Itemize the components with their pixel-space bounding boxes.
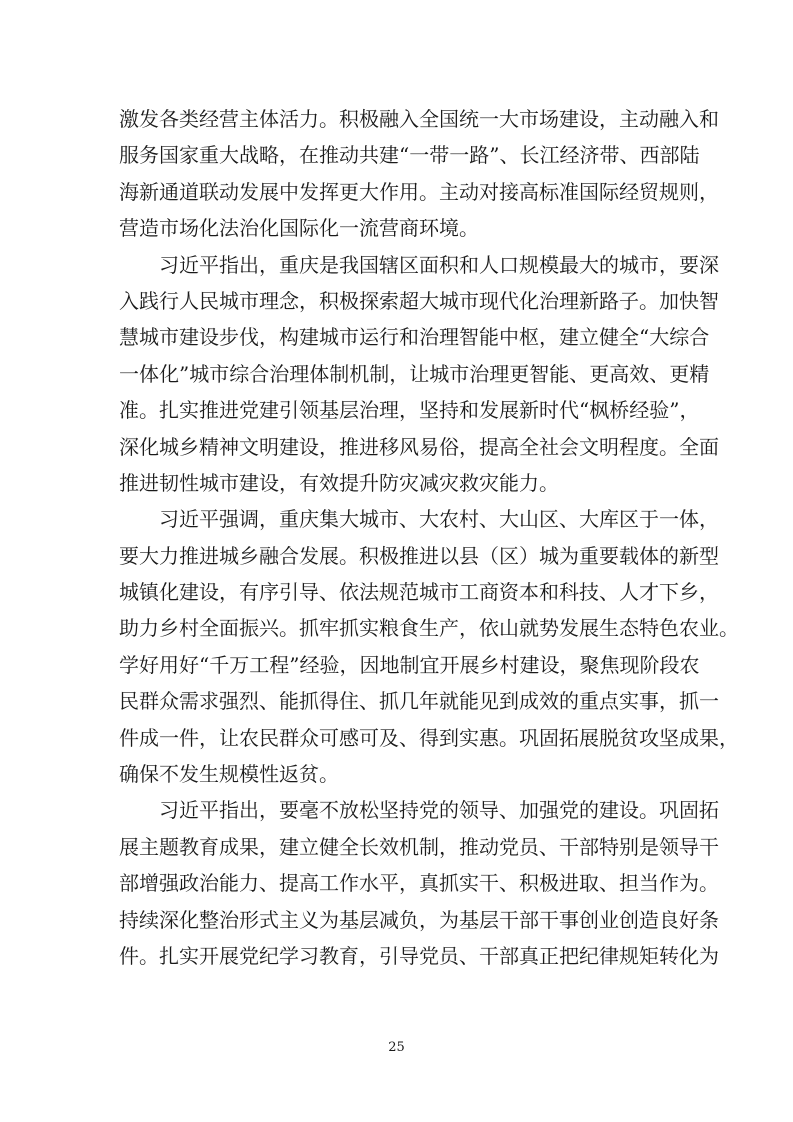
text-line: 确保不发生规模性返贫。: [119, 762, 339, 787]
text-line: 入践行人民城市理念，积极探索超大城市现代化治理新路子。加快智: [119, 288, 719, 313]
text-line: 展主题教育成果，建立健全长效机制，推动党员、干部特别是领导干: [119, 834, 719, 859]
text-line: 要大力推进城乡融合发展。积极推进以县（区）城为重要载体的新型: [119, 543, 719, 568]
text-line: 激发各类经营主体活力。积极融入全国统一大市场建设，主动融入和: [119, 107, 719, 131]
text-line: 部增强政治能力、提高工作水平，真抓实干、积极进取、担当作为。: [119, 871, 719, 896]
text-line: 海新通道联动发展中发挥更大作用。主动对接高标准国际经贸规则，: [119, 179, 719, 204]
text-line: 一体化”城市综合治理体制机制，让城市治理更智能、更高效、更精: [119, 361, 710, 386]
text-line: 推进韧性城市建设，有效提升防灾减灾救灾能力。: [119, 470, 559, 495]
text-line: 件。扎实开展党纪学习教育，引导党员、干部真正把纪律规矩转化为: [119, 943, 719, 968]
text-line: 城镇化建设，有序引导、依法规范城市工商资本和科技、人才下乡，: [119, 580, 719, 605]
text-line: 慧城市建设步伐，构建城市运行和治理智能中枢，建立健全“大综合: [119, 325, 710, 350]
paragraph-first-line: 习近平强调，重庆集大城市、大农村、大山区、大库区于一体，: [159, 507, 719, 532]
text-line: 深化城乡精神文明建设，推进移风易俗，提高全社会文明程度。全面: [119, 434, 719, 459]
text-line: 件成一件，让农民群众可感可及、得到实惠。巩固拓展脱贫攻坚成果，: [119, 725, 739, 750]
text-line: 准。扎实推进党建引领基层治理，坚持和发展新时代“枫桥经验”，: [119, 398, 700, 423]
page-number: 25: [388, 1040, 405, 1055]
text-line: 学好用好“千万工程”经验，因地制宜开展乡村建设，聚焦现阶段农: [119, 652, 700, 677]
text-line: 服务国家重大战略，在推动共建“一带一路”、长江经济带、西部陆: [119, 143, 700, 168]
text-line: 民群众需求强烈、能抓得住、抓几年就能见到成效的重点实事，抓一: [119, 689, 719, 714]
text-line: 持续深化整治形式主义为基层减负，为基层干部干事创业创造良好条: [119, 907, 719, 932]
paragraph-first-line: 习近平指出，重庆是我国辖区面积和人口规模最大的城市，要深: [159, 252, 719, 277]
paragraph-first-line: 习近平指出，要毫不放松坚持党的领导、加强党的建设。巩固拓: [159, 798, 719, 823]
text-line: 助力乡村全面振兴。抓牢抓实粮食生产，依山就势发展生态特色农业。: [119, 616, 739, 641]
body-text: [119, 101, 739, 974]
text-line: 营造市场化法治化国际化一流营商环境。: [119, 216, 479, 241]
